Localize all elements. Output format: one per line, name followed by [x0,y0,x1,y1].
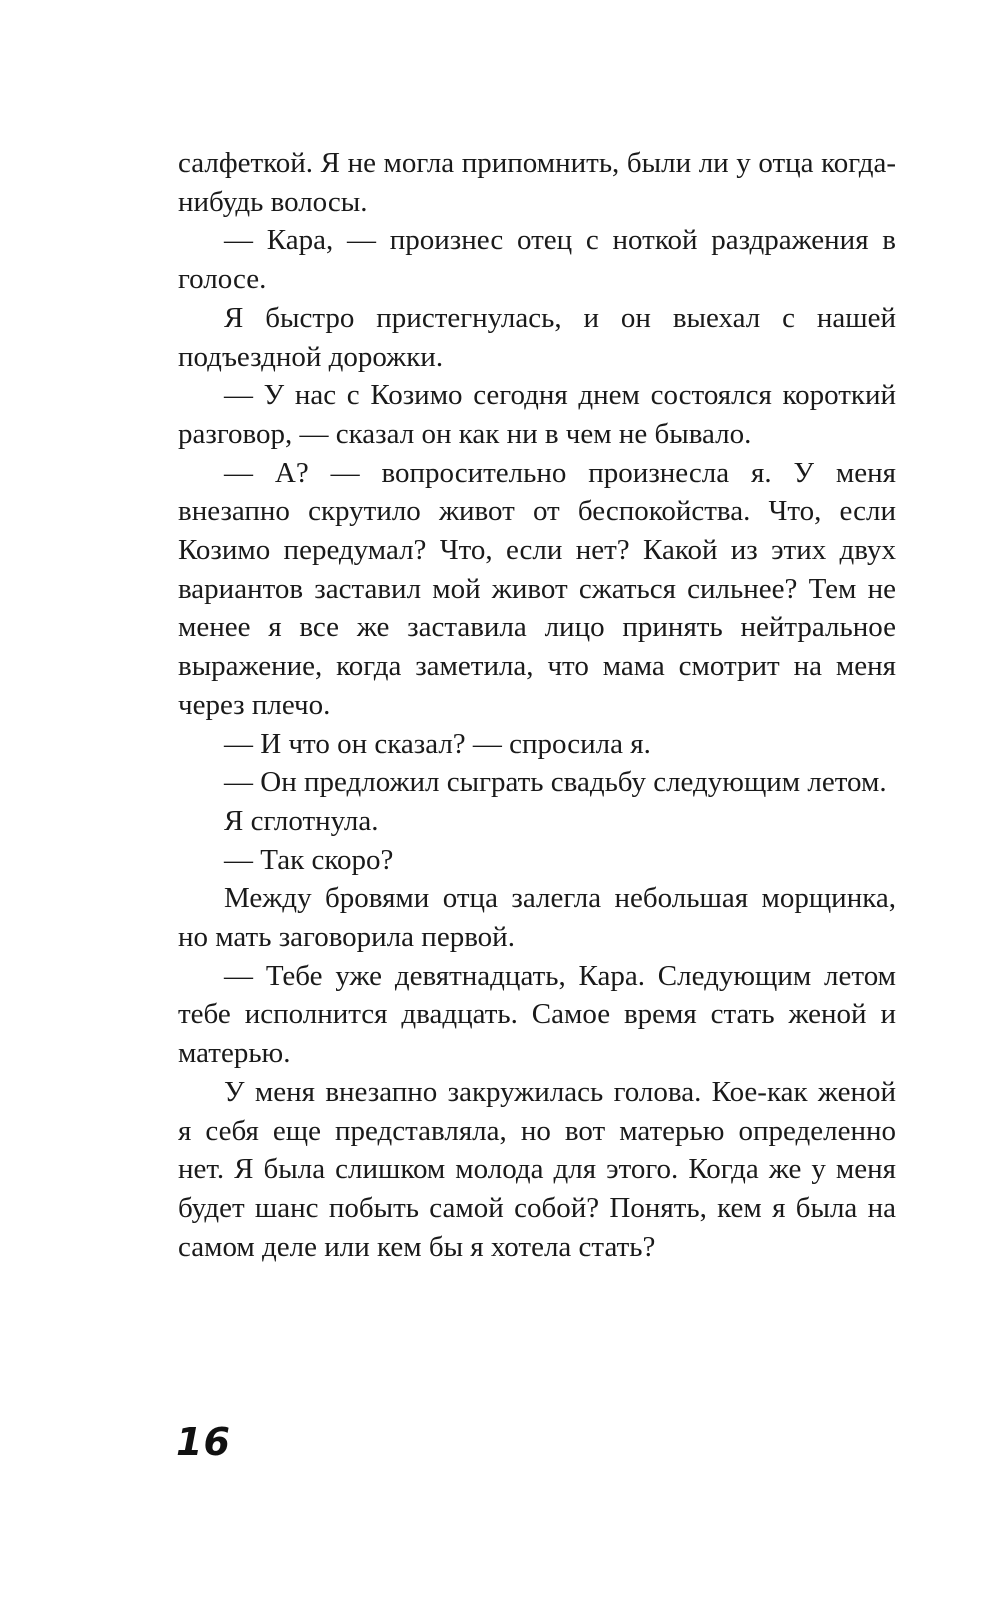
page-number: 16 [176,1420,231,1464]
paragraph: Я сглотнула. [224,804,379,837]
paragraph: — А? — вопросительно произнесла я. У меня внезапно скрутило живот от беспокойства. Что, если Козимо передумал? Что, если нет? Какой из этих двух вариантов заставил мой живот сжаться сильнее? Тем не менее я все же заставила лицо принять нейтральное выражение, когда заметила, что мама смотрит на меня через плечо. [178,456,896,721]
paragraph: — У нас с Козимо сегодня днем состоялся короткий разговор, — сказал он как ни в чем не бывало. [178,379,896,450]
paragraph: — Так скоро? [224,843,394,876]
paragraph: — Он предложил сыграть свадьбу следующим летом. [224,766,887,799]
paragraph: — Кара, — произнес отец с ноткой раздражения в голосе. [178,224,896,296]
paragraph: — Тебе уже девятнадцать, Кара. Следующим летом тебе исполнится двадцать. Самое время стать женой и матерью. [178,959,896,1070]
paragraph: Я быстро пристегнулась, и он выехал с нашей подъездной дорожки. [178,301,896,373]
paragraph: салфеткой. Я не могла припомнить, были ли у отца когда-нибудь волосы. [178,147,896,218]
body-text [178,144,896,1266]
paragraph: У меня внезапно закружилась голова. Кое-как женой я себя еще представляла, но вот матерью определенно нет. Я была слишком молода для этого. Когда же у меня будет шанс побыть самой собой? Понять, кем я была на самом деле или кем бы я хотела стать? [178,1075,896,1263]
paragraph: Между бровями отца залегла небольшая морщинка, но мать заговорила первой. [178,882,896,954]
paragraph: — И что он сказал? — спросила я. [224,727,651,760]
